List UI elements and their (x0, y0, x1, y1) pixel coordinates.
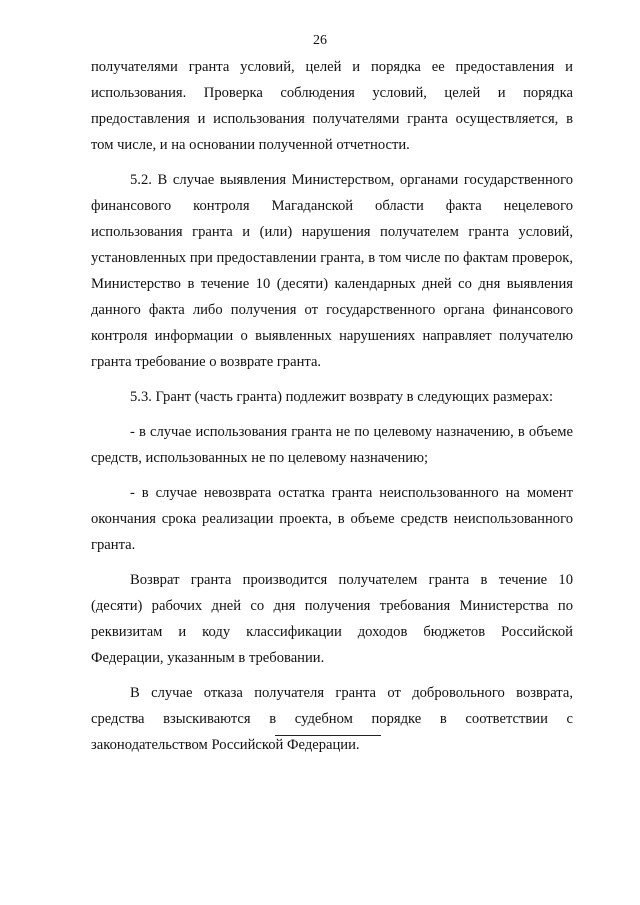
list-item-unused-balance: - в случае невозврата остатка гранта неиспользованного на момент окончания срока реализации проекта, в объеме средств неиспользованного гранта. (91, 485, 573, 553)
paragraph-5-3: 5.3. Грант (часть гранта) подлежит возврату в следующих размерах: (130, 389, 554, 405)
list-item-misuse: - в случае использования гранта не по целевому назначению, в объеме средств, использованных не по целевому назначению; (91, 424, 573, 466)
paragraph-continuation: получателями гранта условий, целей и порядка ее предоставления и использования. Проверка соблюдения условий, целей и порядка предоставления и использования получателями гранта осуществляется, в том числе, и на основании полученной отчетности. (91, 59, 573, 153)
paragraph-refusal: В случае отказа получателя гранта от добровольного возврата, средства взыскиваются в судебном порядке в соответствии с законодательством Российской Федерации. (91, 685, 573, 753)
document-body (91, 54, 573, 767)
paragraph-5-2: 5.2. В случае выявления Министерством, органами государственного финансового контроля Магаданской области факта нецелевого использования гранта и (или) нарушения получателем гранта условий, установленных при предоставлении гранта, в том числе по фактам проверок, Министерство в течение 10 (десяти) календарных дней со дня выявления данного факта либо получения от государственного органа финансового контроля информации о выявленных нарушениях направляет получателю гранта требование о возврате гранта. (91, 172, 573, 370)
paragraph-refund-procedure: Возврат гранта производится получателем гранта в течение 10 (десяти) рабочих дней со дня получения требования Министерства по реквизитам и коду классификации доходов бюджетов Российской Федерации, указанным в требовании. (91, 572, 573, 666)
page-number: 26 (313, 33, 327, 48)
end-divider (275, 735, 381, 736)
